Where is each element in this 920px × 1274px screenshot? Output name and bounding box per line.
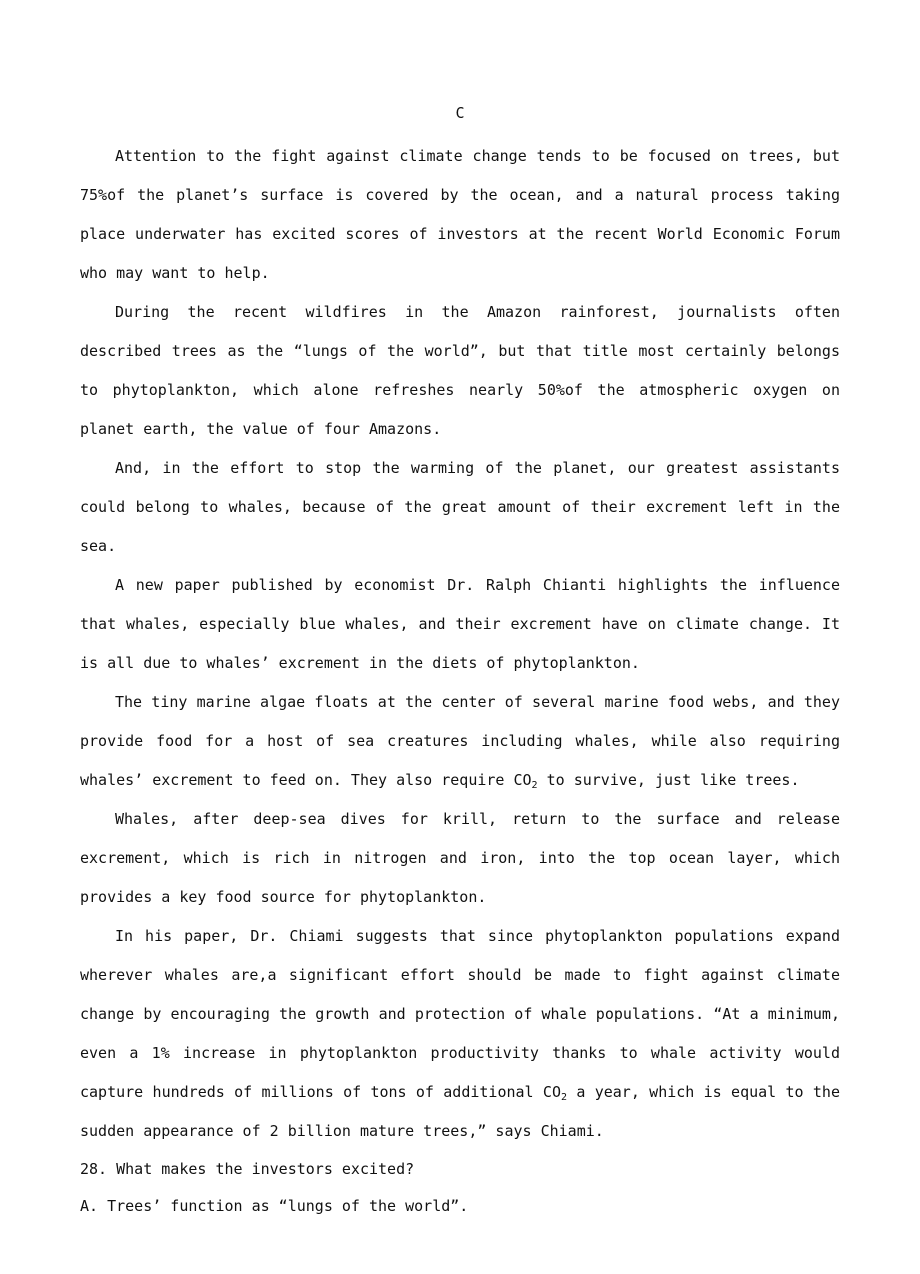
question-28: 28. What makes the investors excited? (80, 1160, 415, 1178)
paragraph-3: And, in the effort to stop the warming of the planet, our greatest assistants could belong to whales, because of the great amount of their excrement left in the sea. (80, 459, 840, 555)
co2-subscript: 2 (560, 1092, 568, 1103)
paragraph-7 (80, 917, 840, 1151)
paragraph-5-text-end: to survive, just like trees. (537, 771, 800, 789)
paragraph-4: A new paper published by economist Dr. Ralph Chianti highlights the influence that whales, especially blue whales, and their excrement have on climate change. It is all due to whales’ excrement in the diets of phytoplankton. (80, 576, 840, 672)
paragraph-2: During the recent wildfires in the Amazon rainforest, journalists often described trees as the “lungs of the world”, but that title most certainly belongs to phytoplankton, which alone refreshes nearly 50%of the atmospheric oxygen on planet earth, the value of four Amazons. (80, 303, 840, 438)
paragraph-7-text: In his paper, Dr. Chiami suggests that since phytoplankton populations expand wherever whales are,a significant effort should be made to fight against climate change by encouraging the growth and protection of whale populations. “At a minimum, even a 1% increase in phytoplankton productivity thanks to whale activity would capture hundreds of millions of tons of additional CO (80, 927, 840, 1101)
paragraph-7-text-end: a year, which is equal to the sudden appearance of 2 billion mature trees,” says Chiami. (80, 1083, 840, 1140)
section-letter: C (455, 104, 465, 122)
co2-subscript: 2 (531, 780, 538, 791)
paragraph-5 (80, 683, 840, 800)
document-page (80, 98, 840, 1225)
paragraph-5-text: The tiny marine algae floats at the center of several marine food webs, and they provide food for a host of sea creatures including whales, while also requiring whales’ excrement to feed on. They also require CO (80, 693, 840, 789)
option-a: A. Trees’ function as “lungs of the world”. (80, 1197, 469, 1215)
paragraph-6: Whales, after deep-sea dives for krill, return to the surface and release excrement, which is rich in nitrogen and iron, into the top ocean layer, which provides a key food source for phytoplankton. (80, 810, 840, 906)
paragraph-1: Attention to the fight against climate change tends to be focused on trees, but 75%of the planet’s surface is covered by the ocean, and a natural process taking place underwater has excited scores of investors at the recent World Economic Forum who may want to help. (80, 147, 840, 282)
